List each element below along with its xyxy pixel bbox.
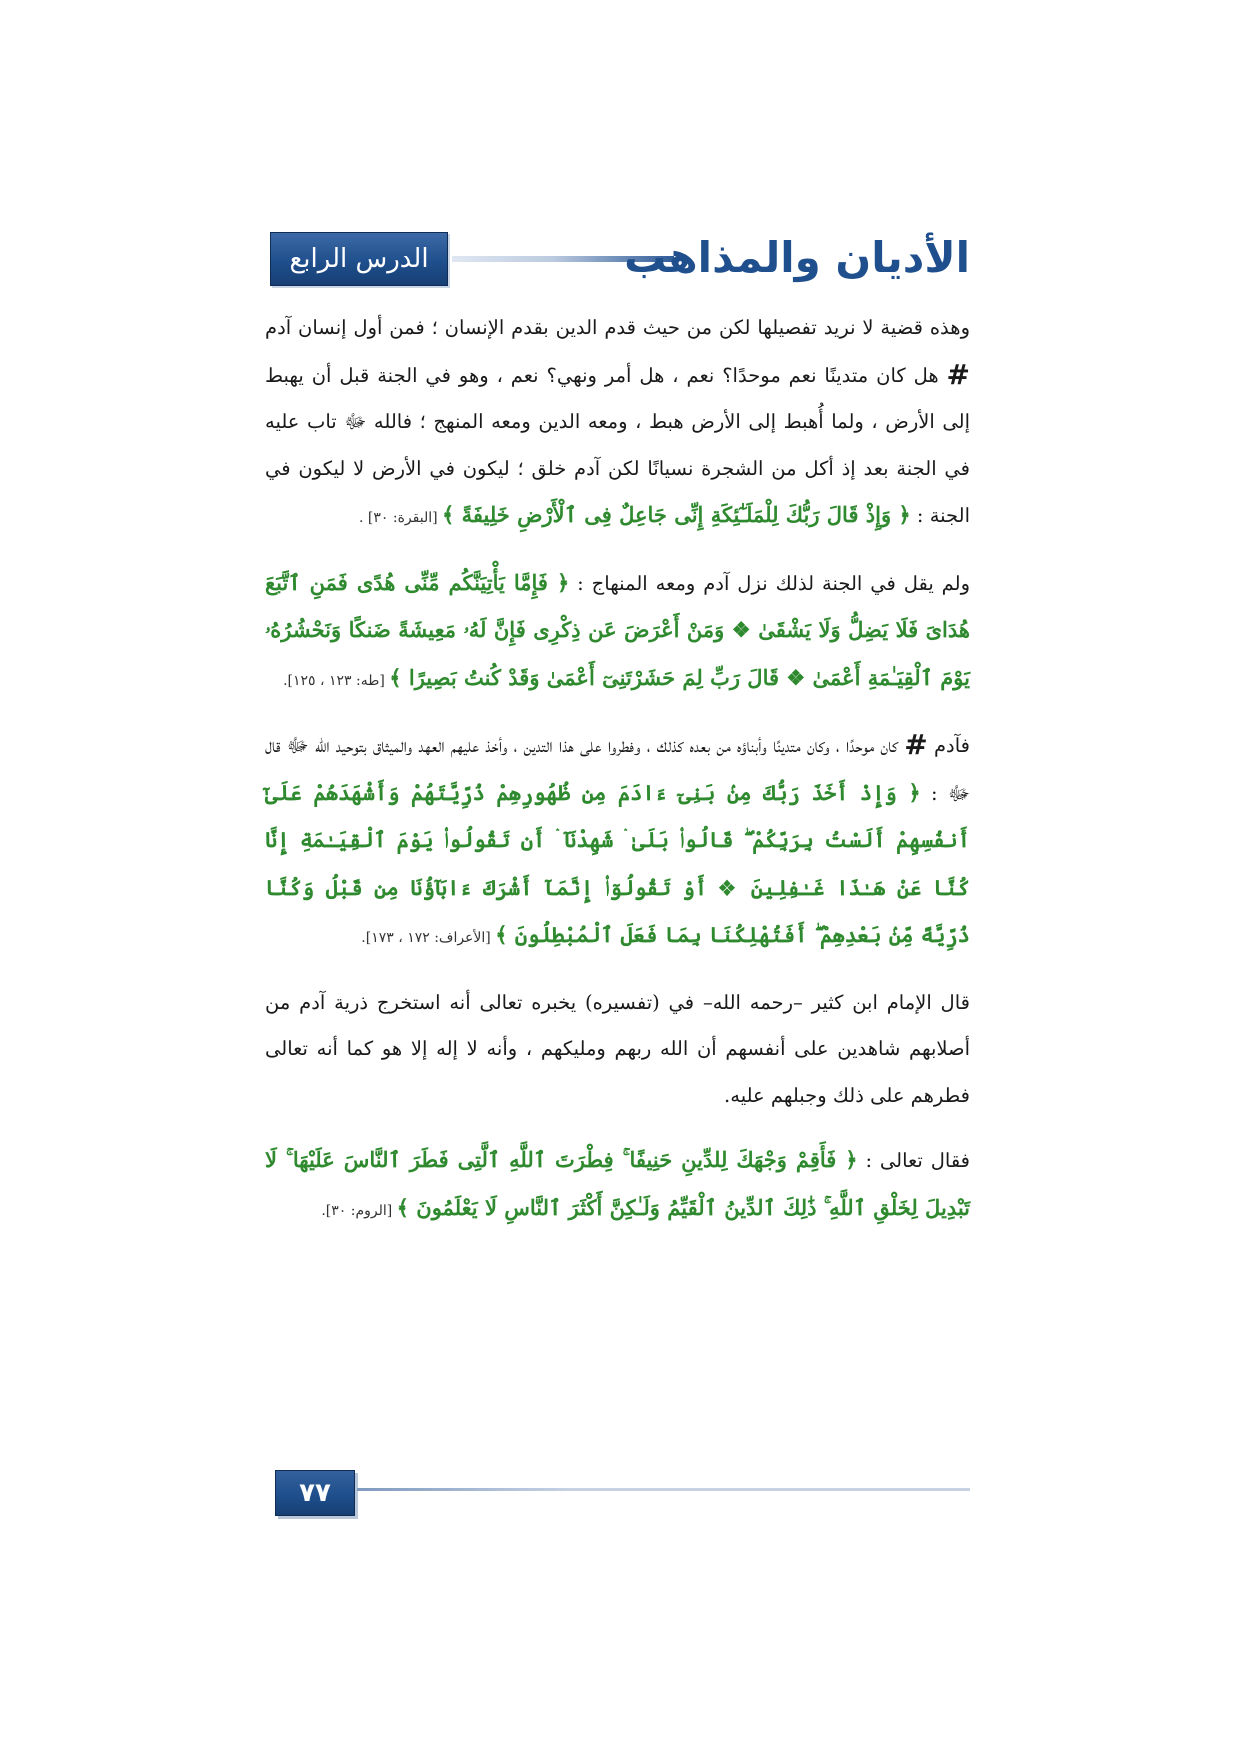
book-title: الأديان والمذاهب — [624, 233, 970, 282]
page-footer — [275, 1470, 970, 1514]
paragraph-2 — [265, 560, 970, 705]
page-content — [265, 305, 970, 1234]
paragraph-text: وهذه قضية لا نريد تفصيلها لكن من حيث قدم الدين بقدم الإنسان ؛ فمن أول إنسان آدم — [265, 316, 970, 339]
page-header — [270, 228, 970, 290]
quran-verse: ﴿ وَإِذْ أَخَذَ رَبُّكَ مِنۢ بَنِىٓ ءَادَمَ مِن ظُهُورِهِمْ ذُرِّيَّتَهُمْ وَأَشْهَدَهُمْ عَلَىٰٓ أَنفُسِهِمْ أَلَسْتُ بِرَبِّكُمْ ۖ قَالُوا۟ بَلَىٰ ۛ شَهِدْنَآ ۛ أَن تَقُولُوا۟ يَوْمَ ٱلْقِيَـٰمَةِ إِنَّا كُنَّا عَنْ هَـٰذَا غَـٰفِلِينَ ❖ أَوْ تَقُولُوٓا۟ إِنَّمَآ أَشْرَكَ ءَابَآؤُنَا مِن قَبْلُ وَكُنَّا ذُرِّيَّةً مِّنۢ بَعْدِهِمْ ۖ أَفَتُهْلِكُنَا بِمَا فَعَلَ ٱلْمُبْطِلُونَ ﴾ — [265, 779, 970, 947]
paragraph-text: فقال تعالى : — [857, 1149, 971, 1172]
page-number: ٧٧ — [275, 1470, 355, 1516]
paragraph-text: هل كان متدينًا نعم موحدًا؟ نعم ، هل أمر ونهي؟ نعم ، وهو في الجنة قبل أن يهبط إلى الأرض ، ولما أُهبط إلى الأرض هبط ، ومعه الدين ومعه المنهج ؛ فالله ﷻ تاب عليه في الجنة بعد إذ أكل من الشجرة نسيانًا لكن آدم خلق ؛ ليكون في الأرض لا ليكون في الجنة : — [265, 363, 970, 527]
paragraph-text: فآدم — [927, 734, 970, 757]
paragraph-4 — [265, 980, 970, 1120]
verse-reference: [الروم: ٣٠]. — [321, 1202, 397, 1219]
quran-verse: ﴿ فَإِمَّا يَأْتِيَنَّكُم مِّنِّى هُدًى فَمَنِ ٱتَّبَعَ هُدَاىَ فَلَا يَضِلُّ وَلَا يَشْقَىٰ ❖ وَمَنْ أَعْرَضَ عَن ذِكْرِى فَإِنَّ لَهُۥ مَعِيشَةً ضَنكًا وَنَحْشُرُهُۥ يَوْمَ ٱلْقِيَـٰمَةِ أَعْمَىٰ ❖ قَالَ رَبِّ لِمَ حَشَرْتَنِىٓ أَعْمَىٰ وَقَدْ كُنتُ بَصِيرًا ﴾ — [265, 569, 970, 690]
paragraph-5 — [265, 1137, 970, 1234]
paragraph-text: قال الإمام ابن كثير –رحمه الله– في (تفسيره) يخبره تعالى أنه استخرج ذرية آدم من أصلابهم شاهدين على أنفسهم أن الله ربهم ومليكهم ، وأنه لا إله إلا هو كما أنه تعالى فطرهم على ذلك وجبلهم عليه. — [265, 990, 970, 1107]
paragraph-text: ولم يقل في الجنة لذلك نزل آدم ومعه المنهاج : — [569, 571, 970, 595]
quran-verse: ﴿ وَإِذْ قَالَ رَبُّكَ لِلْمَلَـٰٓئِكَةِ إِنِّى جَاعِلٌ فِى ٱلْأَرْضِ خَلِيفَةً ﴾ — [442, 502, 911, 527]
peace-mark: # — [946, 357, 970, 391]
peace-mark: # — [904, 728, 928, 761]
paragraph-text: كان موحدًا ، وكان متدينًا وأبناؤه من بعده كذلك ، وفطروا على هذا التدين ، وأخذ عليهم العهد والميثاق بتوحيد الله ﷻ قال ﷻ : — [265, 734, 971, 805]
footer-divider — [357, 1488, 970, 1491]
lesson-badge: الدرس الرابع — [270, 232, 448, 286]
verse-reference: [طه: ١٢٣ ، ١٢٥]. — [283, 672, 390, 689]
quran-verse: ﴿ فَأَقِمْ وَجْهَكَ لِلدِّينِ حَنِيفًا ۚ فِطْرَتَ ٱللَّهِ ٱلَّتِى فَطَرَ ٱلنَّاسَ عَلَيْهَا ۚ لَا تَبْدِيلَ لِخَلْقِ ٱللَّهِ ۚ ذَٰلِكَ ٱلدِّينُ ٱلْقَيِّمُ وَلَـٰكِنَّ أَكْثَرَ ٱلنَّاسِ لَا يَعْلَمُونَ ﴾ — [265, 1147, 970, 1220]
paragraph-3 — [265, 722, 970, 962]
verse-reference: [الأعراف: ١٧٢ ، ١٧٣]. — [361, 930, 496, 946]
verse-reference: [البقرة: ٣٠] . — [358, 510, 443, 526]
paragraph-1 — [265, 305, 970, 542]
